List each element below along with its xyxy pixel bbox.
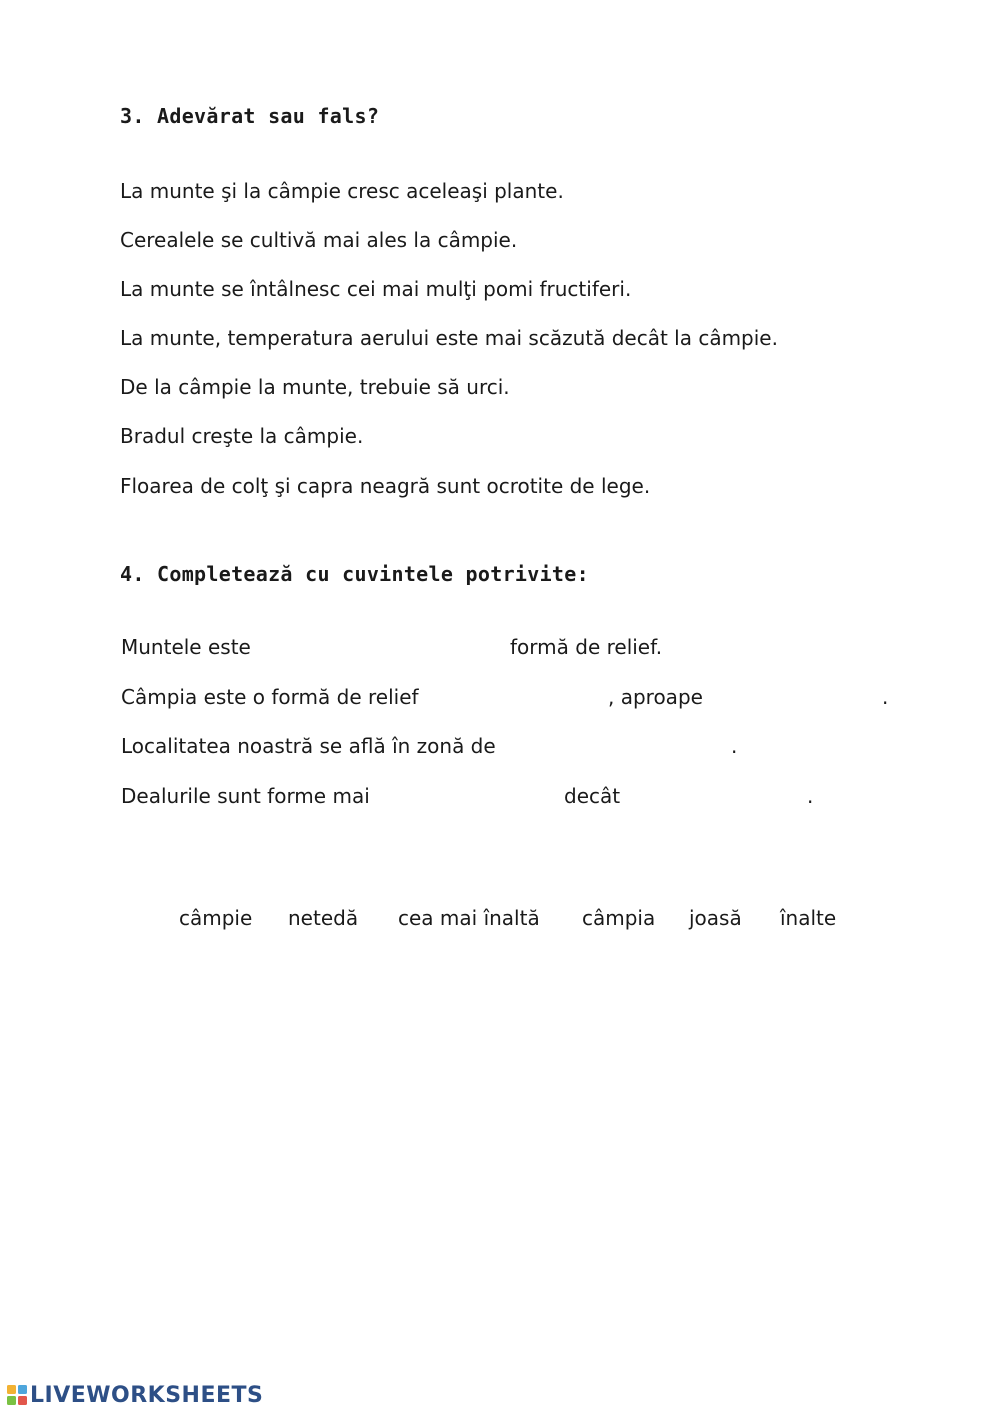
- liveworksheets-brand-text: LIVEWORKSHEETS: [30, 1382, 264, 1408]
- sentence-2-blank-2[interactable]: [712, 682, 880, 710]
- sentence-1-start: Muntele este: [121, 635, 251, 659]
- word-bank-item[interactable]: cea mai înaltă: [398, 906, 540, 930]
- sentence-3-end: .: [731, 734, 738, 758]
- sentence-4-blank-1[interactable]: [394, 781, 560, 809]
- word-bank-item[interactable]: câmpie: [179, 906, 253, 930]
- true-false-statement-6: Bradul creşte la câmpie.: [120, 424, 364, 448]
- true-false-statement-4: La munte, temperatura aerului este mai scăzută decât la câmpie.: [120, 326, 778, 350]
- sentence-2-middle: , aproape: [608, 685, 703, 709]
- sentence-2-start: Câmpia este o formă de relief: [121, 685, 419, 709]
- true-false-statement-7: Floarea de colţ şi capra neagră sunt ocrotite de lege.: [120, 474, 651, 498]
- sentence-1-end: formă de relief.: [510, 635, 663, 659]
- true-false-statement-2: Cerealele se cultivă mai ales la câmpie.: [120, 228, 518, 252]
- sentence-3-blank[interactable]: [534, 731, 728, 759]
- sentence-1-blank[interactable]: [268, 632, 504, 660]
- true-false-statement-5: De la câmpie la munte, trebuie să urci.: [120, 375, 510, 399]
- word-bank-item[interactable]: înalte: [780, 906, 837, 930]
- sentence-2-end: .: [882, 685, 889, 709]
- liveworksheets-logo: [6, 1380, 263, 1410]
- true-false-statement-1: La munte şi la câmpie cresc aceleaşi plante.: [120, 179, 564, 203]
- sentence-4-start: Dealurile sunt forme mai: [121, 784, 370, 808]
- sentence-4-blank-2[interactable]: [632, 781, 804, 809]
- sentence-2-blank-1[interactable]: [450, 682, 604, 710]
- sentence-3-start: Localitatea noastră se află în zonă de: [121, 734, 496, 758]
- section-4-title: 4. Completează cu cuvintele potrivite:: [120, 562, 589, 586]
- sentence-4-end: .: [807, 784, 814, 808]
- sentence-4-middle: decât: [564, 784, 621, 808]
- word-bank-item[interactable]: joasă: [689, 906, 742, 930]
- true-false-statement-3: La munte se întâlnesc cei mai mulţi pomi fructiferi.: [120, 277, 632, 301]
- word-bank-item[interactable]: câmpia: [582, 906, 656, 930]
- word-bank-item[interactable]: netedă: [288, 906, 359, 930]
- liveworksheets-logo-icon: [6, 1384, 28, 1406]
- section-3-title: 3. Adevărat sau fals?: [120, 104, 380, 128]
